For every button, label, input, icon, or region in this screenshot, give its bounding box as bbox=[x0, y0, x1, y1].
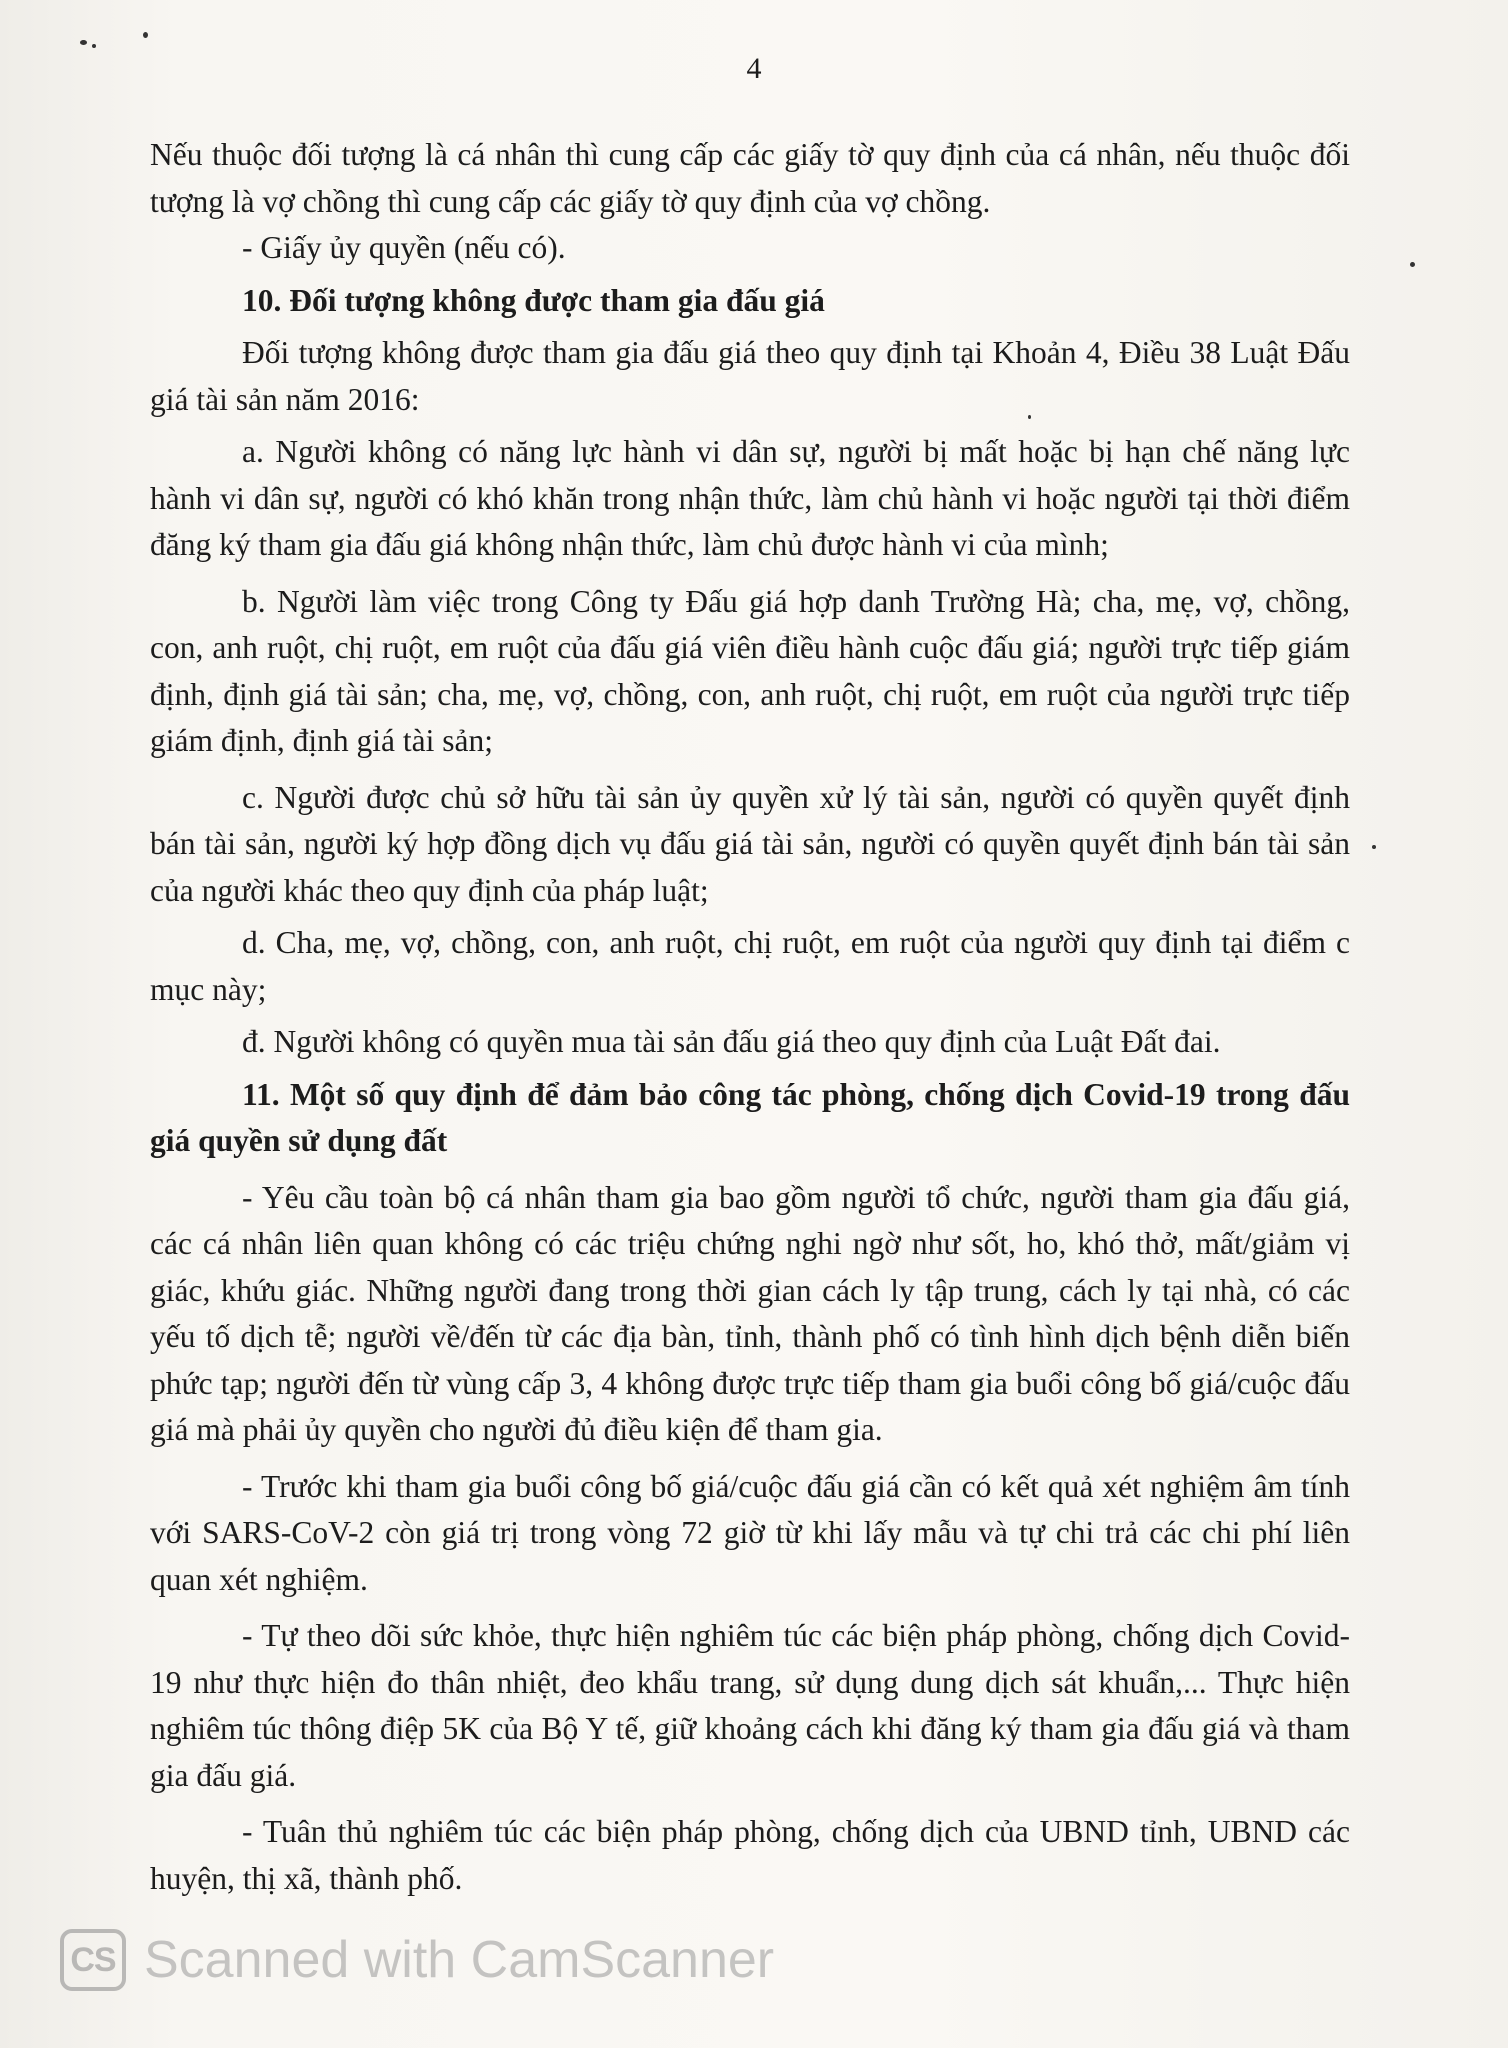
list-item: - Trước khi tham gia buổi công bố giá/cuộc đấu giá cần có kết quả xét nghiệm âm tính với SARS-CoV-2 còn giá trị trong vòng 72 giờ từ khi lấy mẫu và tự chi trả các chi phí liên quan xét nghiệm. bbox=[150, 1468, 1350, 1597]
paragraph: Đối tượng không được tham gia đấu giá theo quy định tại Khoản 4, Điều 38 Luật Đấu giá tài sản năm 2016: bbox=[150, 335, 1350, 417]
list-item: c. Người được chủ sở hữu tài sản ủy quyền xử lý tài sản, người có quyền quyết định bán tài sản, người ký hợp đồng dịch vụ đấu giá tài sản, người có quyền quyết định bán tài sản của người khác theo quy định của pháp luật; bbox=[150, 779, 1350, 908]
camscanner-logo-icon: CS bbox=[60, 1929, 126, 1991]
list-item: a. Người không có năng lực hành vi dân sự, người bị mất hoặc bị hạn chế năng lực hành vi dân sự, người có khó khăn trong nhận thức, làm chủ hành vi hoặc người tại thời điểm đăng ký tham gia đấu giá không nhận thức, làm chủ được hành vi của mình; bbox=[150, 434, 1350, 562]
camscanner-watermark bbox=[60, 1925, 774, 1995]
list-item: d. Cha, mẹ, vợ, chồng, con, anh ruột, chị ruột, em ruột của người quy định tại điểm c mục này; bbox=[150, 925, 1350, 1007]
section-heading: 10. Đối tượng không được tham gia đấu giá bbox=[242, 282, 825, 318]
watermark-text: Scanned with CamScanner bbox=[144, 1931, 775, 1989]
page-number: 4 bbox=[746, 52, 762, 85]
paragraph: Nếu thuộc đối tượng là cá nhân thì cung cấp các giấy tờ quy định của cá nhân, nếu thuộc đối tượng là vợ chồng thì cung cấp các giấy tờ quy định của vợ chồng. bbox=[150, 137, 1350, 219]
list-item: - Tự theo dõi sức khỏe, thực hiện nghiêm túc các biện pháp phòng, chống dịch Covid-19 như thực hiện đo thân nhiệt, đeo khẩu trang, sử dụng dung dịch sát khuẩn,... Thực hiện nghiêm túc thông điệp 5K của Bộ Y tế, giữ khoảng cách khi đăng ký tham gia đấu giá và tham gia đấu giá. bbox=[150, 1618, 1350, 1793]
list-item: đ. Người không có quyền mua tài sản đấu giá theo quy định của Luật Đất đai. bbox=[242, 1024, 1221, 1059]
list-item: b. Người làm việc trong Công ty Đấu giá hợp danh Trường Hà; cha, mẹ, vợ, chồng, con, anh ruột, chị ruột, em ruột của đấu giá viên điều hành cuộc đấu giá; người trực tiếp giám định, định giá tài sản; cha, mẹ, vợ, chồng, con, anh ruột, chị ruột, em ruột của người trực tiếp giám định, định giá tài sản; bbox=[150, 583, 1350, 758]
document-body bbox=[150, 132, 1350, 1902]
list-item: - Yêu cầu toàn bộ cá nhân tham gia bao gồm người tổ chức, người tham gia đấu giá, các cá nhân liên quan không có các triệu chứng nghi ngờ như sốt, ho, khó thở, mất/giảm vị giác, khứu giác. Những người đang trong thời gian cách ly tập trung, cách ly tại nhà, có các yếu tố dịch tễ; người về/đến từ các địa bàn, tỉnh, thành phố có tình hình dịch bệnh diễn biến phức tạp; người đến từ vùng cấp 3, 4 không được trực tiếp tham gia buổi công bố giá/cuộc đấu giá mà phải ủy quyền cho người đủ điều kiện để tham gia. bbox=[150, 1179, 1350, 1447]
section-heading: 11. Một số quy định để đảm bảo công tác phòng, chống dịch Covid-19 trong đấu giá quyền sử dụng đất bbox=[150, 1076, 1350, 1158]
list-item: - Giấy ủy quyền (nếu có). bbox=[242, 230, 566, 265]
list-item: - Tuân thủ nghiêm túc các biện pháp phòng, chống dịch của UBND tỉnh, UBND các huyện, thị xã, thành phố. bbox=[150, 1814, 1350, 1896]
